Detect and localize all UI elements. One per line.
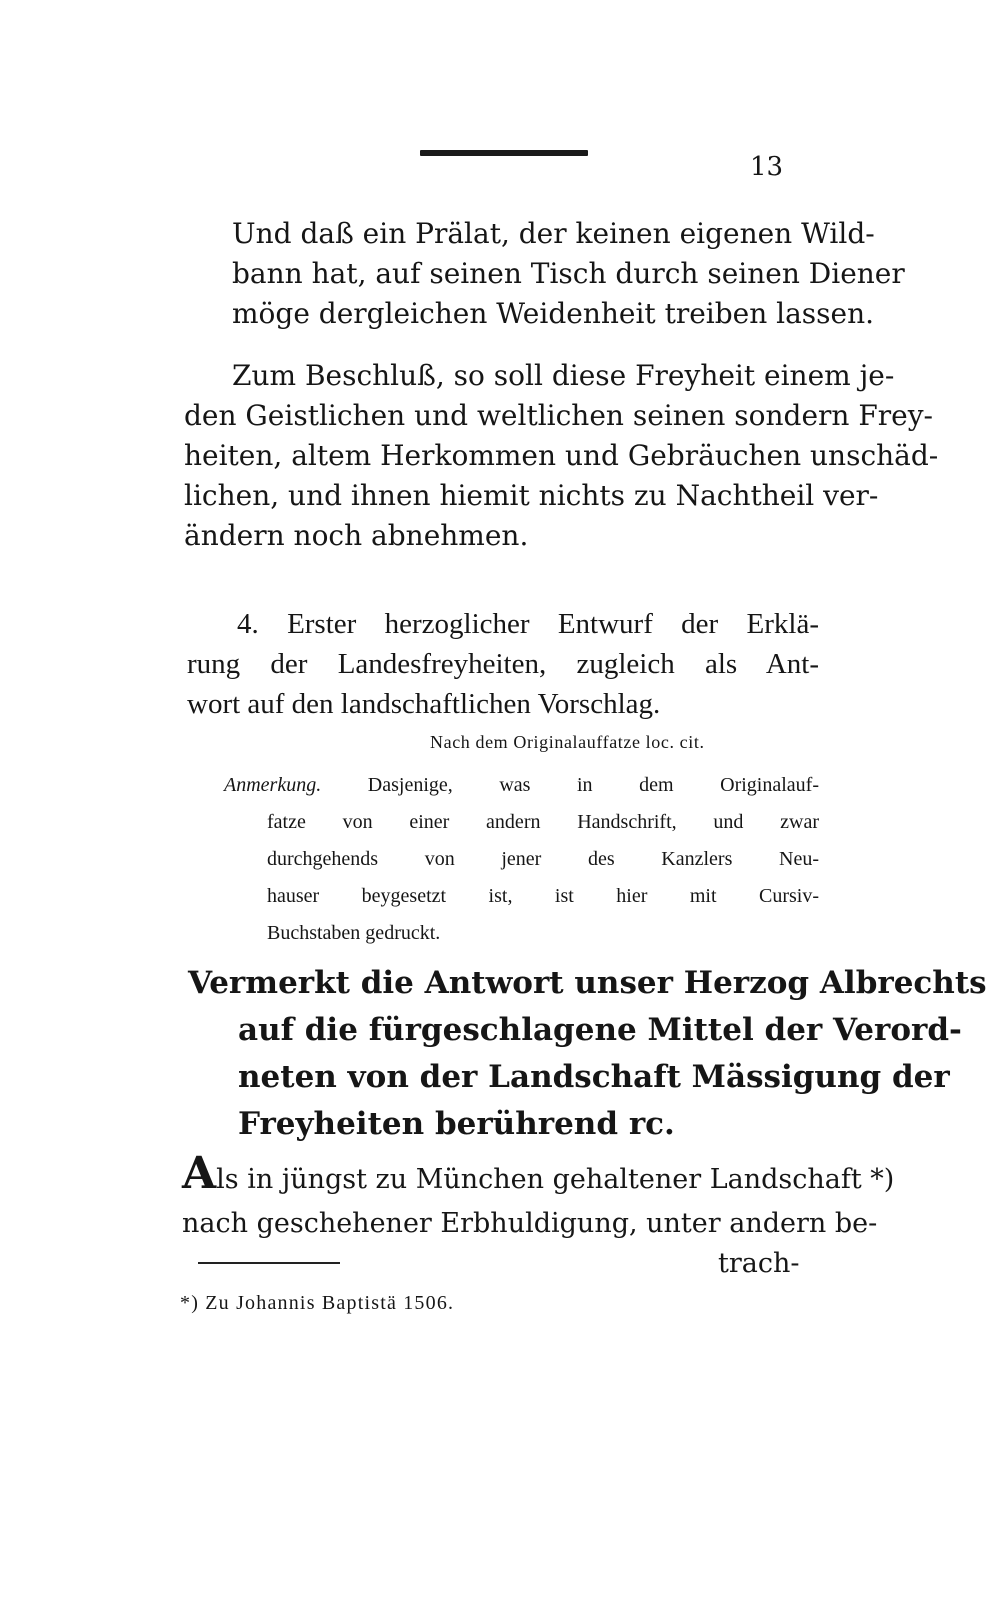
annotation-first-line: [224, 767, 819, 804]
title-line: Vermerkt die Antwort unser Herzog Albrechts: [188, 965, 987, 1001]
text-line: Und daß ein Prälat, der keinen eigenen Wild-: [232, 217, 875, 250]
text-line: Zum Beschluß, so soll diese Freyheit einem je-: [232, 359, 895, 392]
footnote-rule: [198, 1262, 340, 1264]
document-title: [188, 960, 987, 1148]
title-line: Freyheiten berührend rc.: [238, 1106, 675, 1142]
annotation-label: Anmerkung.: [224, 774, 322, 796]
annotation-line: fatze von einer andern Handschrift, und zwar: [267, 811, 819, 833]
annotation-text: Dasjenige, was in dem Originalauf-: [367, 774, 819, 796]
body-line: nach geschehener Erbhuldigung, unter andern be-: [182, 1208, 878, 1239]
section-heading: [187, 604, 819, 724]
annotation: [224, 767, 819, 952]
header-rule: [420, 150, 588, 156]
drop-cap: A: [182, 1148, 217, 1199]
paragraph-2: [184, 356, 939, 556]
source-note: Nach dem Originalauffatze loc. cit.: [430, 732, 705, 752]
footnote: *) Zu Johannis Baptistä 1506.: [180, 1292, 455, 1314]
heading-line: 4. Erster herzoglicher Entwurf der Erklä-: [237, 608, 819, 640]
text-line: möge dergleichen Weidenheit treiben lassen.: [232, 297, 875, 330]
text-line: heiten, altem Herkommen und Gebräuchen unschäd-: [184, 439, 939, 472]
annotation-line: Buchstaben gedruckt.: [267, 922, 441, 944]
text-line: bann hat, auf seinen Tisch durch seinen Diener: [232, 257, 905, 290]
title-line: auf die fürgeschlagene Mittel der Verord-: [238, 1012, 962, 1048]
heading-line: rung der Landesfreyheiten, zugleich als Ant-: [187, 648, 819, 680]
paragraph-1: [232, 214, 905, 334]
text-line: lichen, und ihnen hiemit nichts zu Nachtheil ver-: [184, 479, 879, 512]
text-line: den Geistlichen und weltlichen seinen sondern Frey-: [184, 399, 933, 432]
catchword: trach-: [718, 1248, 800, 1279]
annotation-line: hauser beygesetzt ist, ist hier mit Cursiv-: [267, 885, 819, 907]
body-paragraph: [182, 1148, 895, 1246]
heading-line: wort auf den landschaftlichen Vorschlag.: [187, 688, 661, 720]
page-number: 13: [750, 152, 784, 182]
body-first-line: [182, 1148, 895, 1202]
text-line: ändern noch abnehmen.: [184, 519, 529, 552]
title-line: neten von der Landschaft Mässigung der: [238, 1059, 950, 1095]
annotation-line: durchgehends von jener des Kanzlers Neu-: [267, 848, 819, 870]
body-text: ls in jüngst zu München gehaltener Landschaft *): [216, 1164, 895, 1195]
